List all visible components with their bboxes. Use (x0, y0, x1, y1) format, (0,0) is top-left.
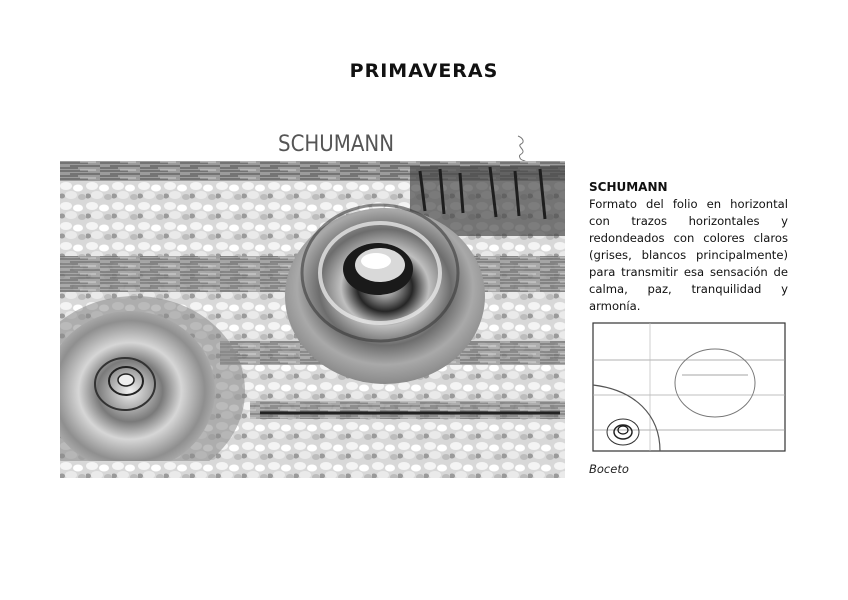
sketch-image (590, 320, 788, 457)
description-title: SCHUMANN (589, 180, 668, 194)
sketch-caption: Boceto (589, 462, 629, 476)
description-body: Formato del folio en horizontal con trazos horizontales y redondeados con colores claros (grises, blancos principalmente) para transmitir esa sensación de calma, paz, tranquilidad y armonía. (589, 197, 788, 313)
artwork-description (589, 179, 788, 315)
painting-image (60, 161, 565, 478)
painting-figure (60, 128, 565, 478)
page-title: PRIMAVERAS (349, 60, 499, 82)
painting-handwritten-title: SCHUMANN (278, 132, 395, 157)
painting-signature (515, 134, 529, 164)
